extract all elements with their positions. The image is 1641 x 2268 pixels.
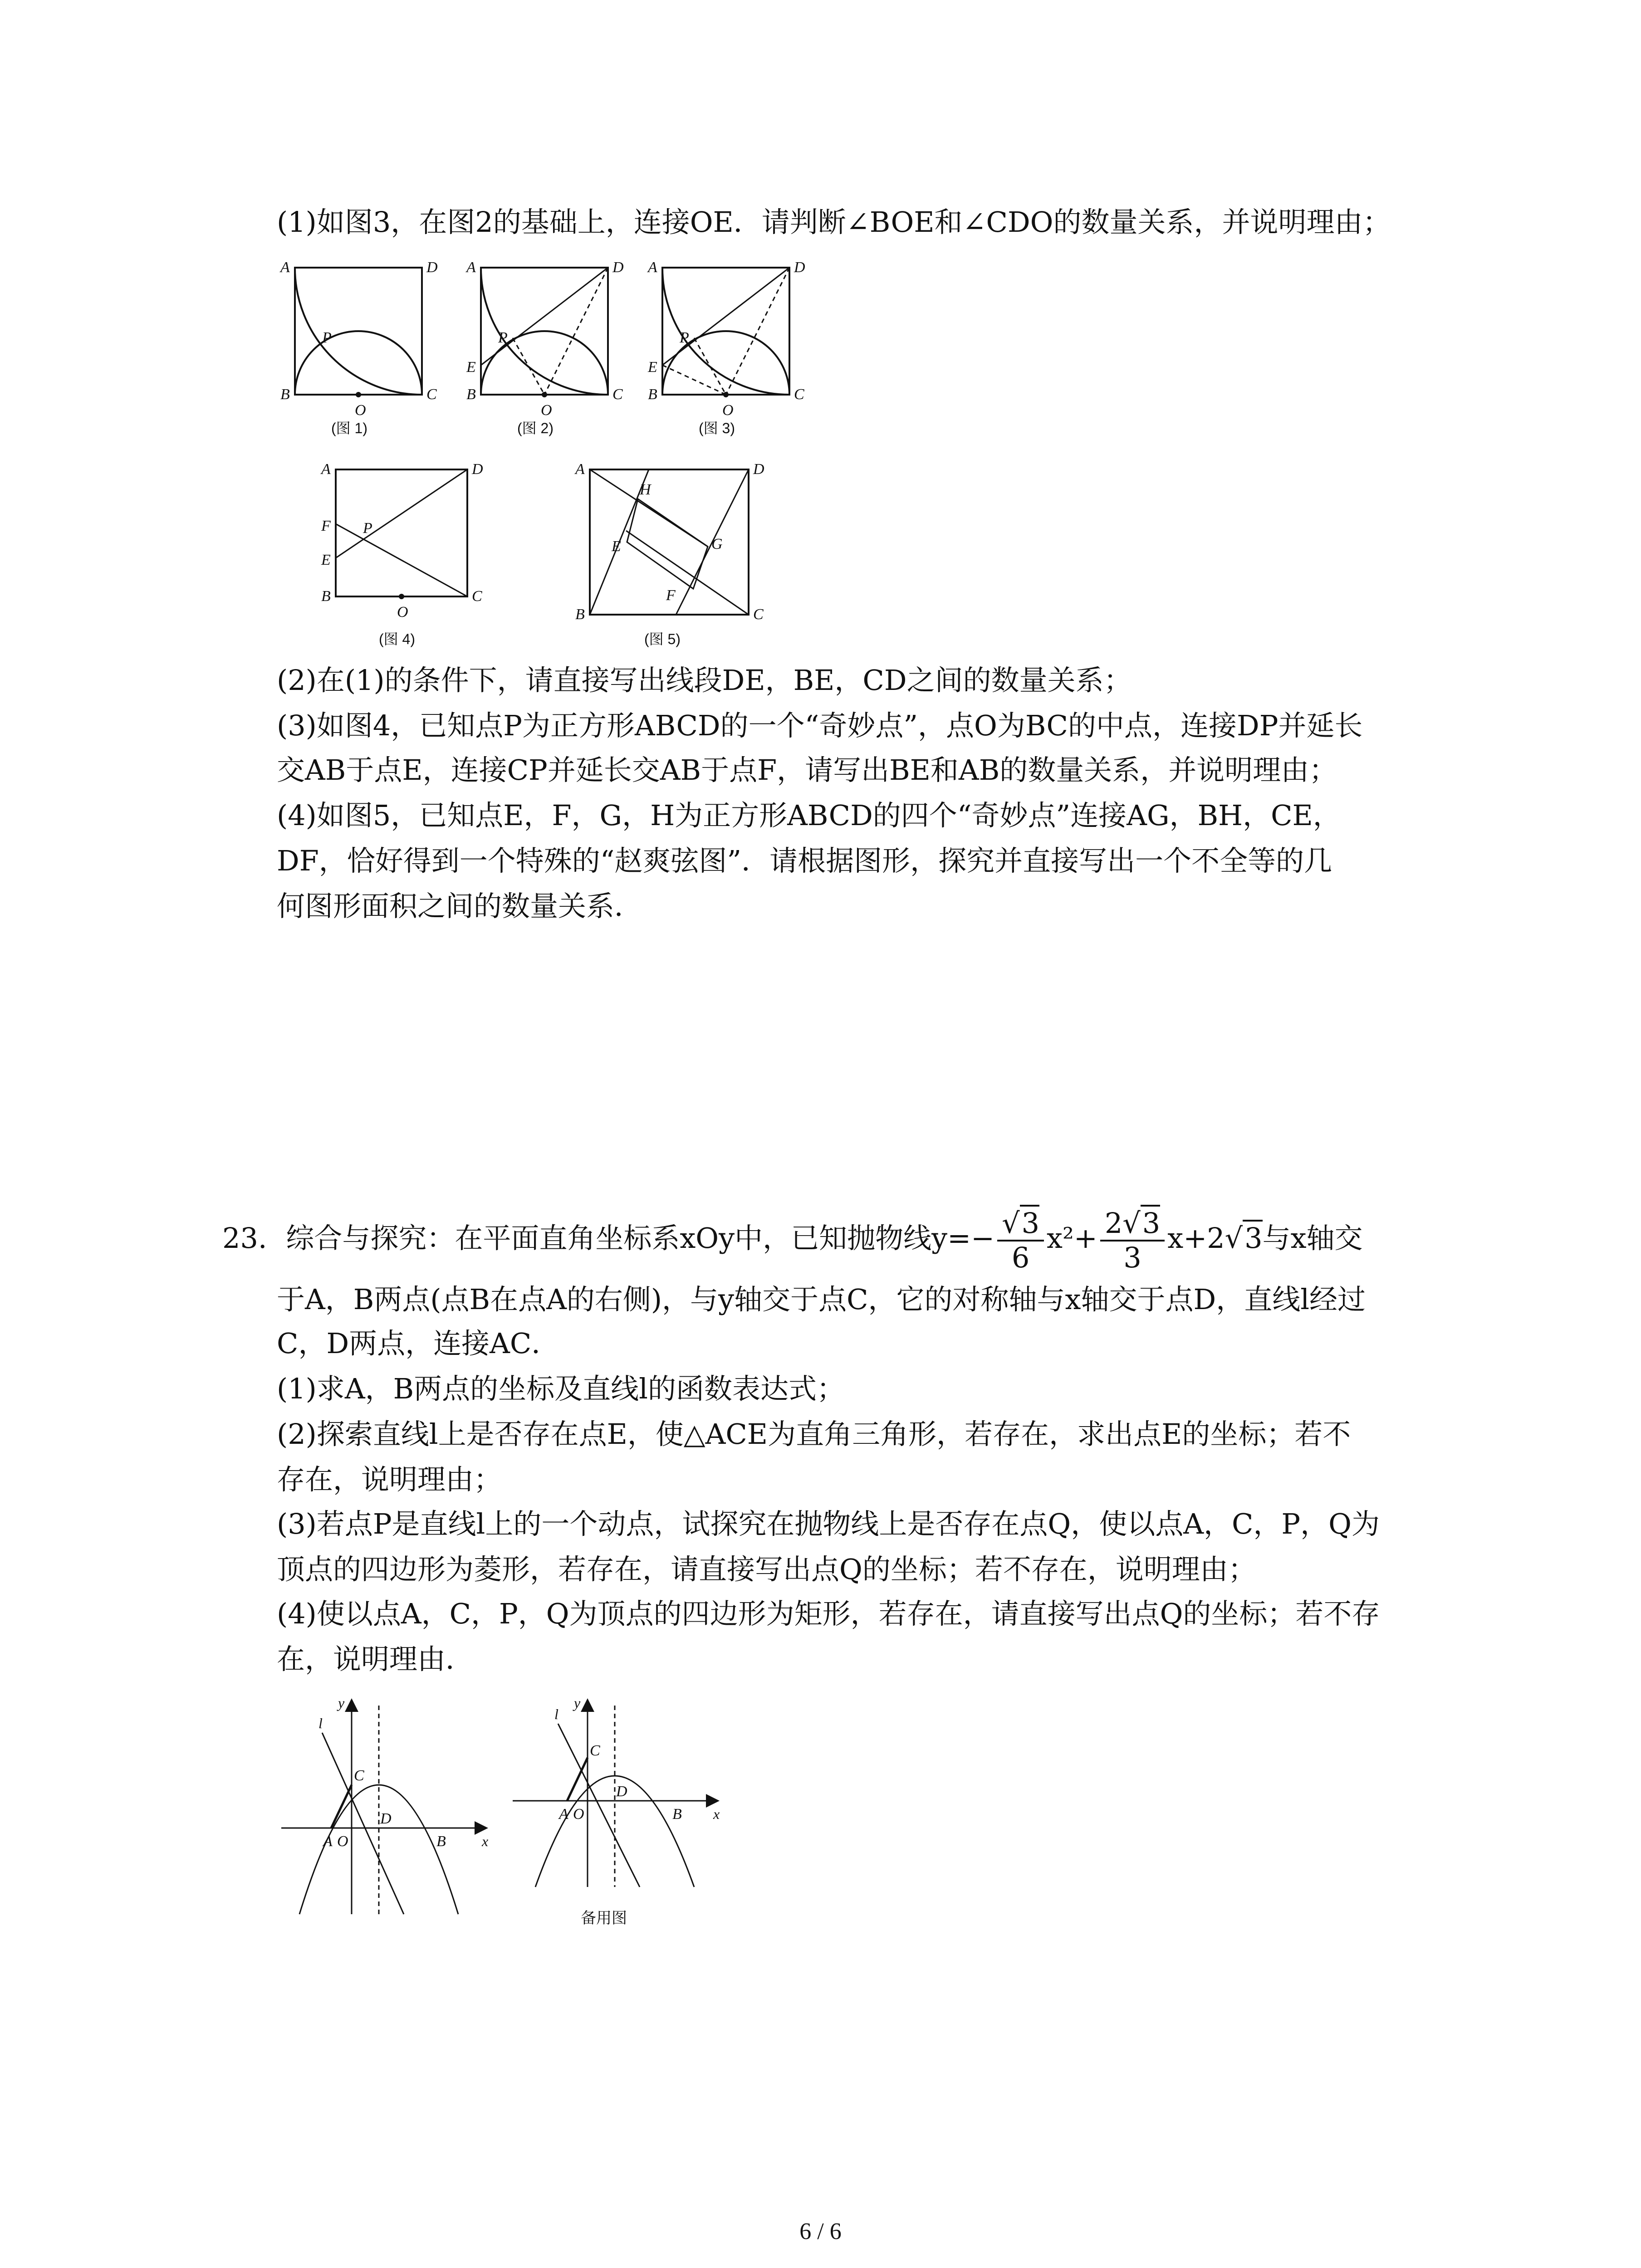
q23-part4-line1: (4)使以点A，C，P，Q为顶点的四边形为矩形，若存在，请直接写出点Q的坐标；若不存 — [277, 1597, 1380, 1630]
q23-fraction-1: $\frac{√3}{6}$ — [997, 1207, 1044, 1274]
q23-intro: 23. 综合与探究：在平面直角坐标系xOy中，已知抛物线y=− $\frac{√3}{6}$ x²+ $\frac{2√3}{3}$ x+2√3与x轴交 — [222, 1204, 1363, 1274]
svg-text:C: C — [794, 386, 804, 403]
svg-text:B: B — [436, 1833, 446, 1850]
svg-text:D: D — [472, 461, 483, 478]
q22-part1: (1)如图3，在图2的基础上，连接OE．请判断∠BOE和∠CDO的数量关系，并说明理由； — [277, 205, 1391, 239]
svg-text:C: C — [472, 588, 482, 605]
svg-text:E: E — [648, 359, 657, 376]
svg-text:B: B — [280, 386, 290, 403]
figure-2 — [463, 259, 644, 440]
svg-text:B: B — [648, 386, 657, 403]
figure-5 — [567, 456, 771, 651]
svg-text:O: O — [355, 402, 366, 419]
q23-part1: (1)求A，B两点的坐标及直线l的函数表达式； — [277, 1372, 845, 1405]
q23-part2-line2: 存在，说明理由； — [277, 1463, 502, 1496]
svg-text:A: A — [280, 259, 290, 276]
q22-part2: (2)在(1)的条件下，请直接写出线段DE，BE，CD之间的数量关系； — [277, 664, 1132, 697]
svg-text:C: C — [612, 386, 623, 403]
svg-text:C: C — [753, 606, 764, 623]
q23-part2-line1: (2)探索直线l上是否存在点E，使△ACE为直角三角形，若存在，求出点E的坐标；若不 — [277, 1418, 1351, 1451]
svg-text:E: E — [612, 538, 621, 555]
figure-1 — [277, 259, 458, 440]
svg-text:C: C — [354, 1767, 364, 1784]
svg-text:O: O — [337, 1833, 348, 1850]
q23-line3: C，D两点，连接AC． — [277, 1327, 560, 1360]
svg-text:B: B — [672, 1806, 682, 1823]
svg-text:P: P — [322, 329, 332, 346]
svg-text:F: F — [666, 587, 676, 604]
svg-text:x: x — [482, 1833, 489, 1849]
svg-text:E: E — [321, 552, 331, 568]
q22-part3-line1: (3)如图4，已知点P为正方形ABCD的一个“奇妙点”，点O为BC的中点，连接DP并延长 — [277, 709, 1363, 742]
svg-text:P: P — [498, 329, 508, 346]
svg-text:F: F — [321, 518, 331, 534]
svg-text:D: D — [616, 1783, 627, 1800]
q23-graph-backup — [504, 1687, 740, 1932]
svg-text:O: O — [541, 402, 552, 419]
svg-text:D: D — [794, 259, 805, 276]
svg-text:A: A — [575, 461, 585, 478]
q23-part3-line1: (3)若点P是直线l上的一个动点，试探究在抛物线上是否存在点Q，使以点A，C，P，Q为 — [277, 1507, 1380, 1540]
q22-part4-line2: DF，恰好得到一个特殊的“赵爽弦图”．请根据图形，探究并直接写出一个不全等的几 — [277, 844, 1332, 877]
svg-text:D: D — [753, 461, 764, 478]
caption-fig4: (图 4) — [379, 631, 416, 647]
svg-text:A: A — [559, 1806, 568, 1823]
svg-text:D: D — [612, 259, 624, 276]
svg-text:C: C — [426, 386, 437, 403]
svg-text:B: B — [575, 606, 585, 623]
q23-line2: 于A，B两点(点B在点A的右侧)，与y轴交于点C，它的对称轴与x轴交于点D，直线l经过 — [277, 1283, 1366, 1316]
q23-graph-1 — [272, 1687, 508, 1923]
q23-part3-line2: 顶点的四边形为菱形，若存在，请直接写出点Q的坐标；若不存在，说明理由； — [277, 1553, 1256, 1586]
svg-text:O: O — [573, 1806, 584, 1823]
svg-text:D: D — [426, 259, 438, 276]
q22-part4-line3: 何图形面积之间的数量关系． — [277, 890, 643, 923]
figure-4 — [313, 456, 495, 651]
svg-text:B: B — [321, 588, 331, 605]
svg-text:E: E — [466, 359, 476, 376]
figure-3 — [644, 259, 826, 440]
q23-part4-line2: 在，说明理由． — [277, 1642, 474, 1676]
svg-text:C: C — [590, 1742, 600, 1759]
caption-fig2: (图 2) — [517, 420, 554, 436]
svg-text:A: A — [323, 1833, 333, 1850]
svg-text:l: l — [318, 1715, 323, 1731]
svg-text:l: l — [554, 1706, 558, 1722]
q23-fraction-2: $\frac{2√3}{3}$ — [1100, 1207, 1165, 1274]
caption-fig1: (图 1) — [331, 420, 368, 436]
svg-text:y: y — [574, 1695, 581, 1711]
q22-part4-line1: (4)如图5，已知点E，F，G，H为正方形ABCD的四个“奇妙点”连接AG，BH，CE， — [277, 799, 1341, 832]
caption-fig5: (图 5) — [644, 631, 681, 647]
svg-text:D: D — [380, 1810, 392, 1827]
svg-text:y: y — [338, 1695, 345, 1711]
svg-text:x: x — [713, 1806, 720, 1822]
svg-text:P: P — [680, 329, 689, 346]
backup-caption: 备用图 — [581, 1910, 627, 1927]
svg-text:H: H — [640, 481, 651, 498]
svg-text:A: A — [648, 259, 657, 276]
svg-text:A: A — [466, 259, 476, 276]
svg-text:G: G — [711, 536, 723, 552]
svg-text:A: A — [321, 461, 331, 478]
q23-number: 23. — [222, 1222, 267, 1255]
page-number: 6 / 6 — [799, 2219, 842, 2244]
caption-fig3: (图 3) — [699, 420, 735, 436]
q22-part3-line2: 交AB于点E，连接CP并延长交AB于点F，请写出BE和AB的数量关系，并说明理由； — [277, 753, 1337, 787]
svg-text:B: B — [466, 386, 476, 403]
svg-text:P: P — [363, 520, 372, 537]
svg-text:O: O — [722, 402, 734, 419]
svg-text:O: O — [397, 604, 408, 621]
